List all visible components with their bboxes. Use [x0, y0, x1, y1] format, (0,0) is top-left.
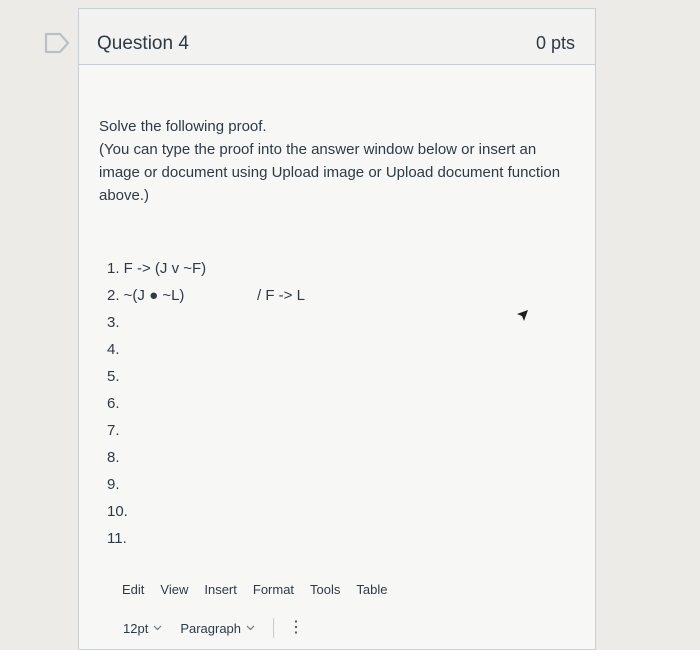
- proof-line-text: 5.: [107, 368, 120, 385]
- menu-item-edit[interactable]: Edit: [122, 582, 145, 597]
- font-size-dropdown[interactable]: [123, 621, 162, 636]
- menu-item-view[interactable]: View: [160, 582, 189, 597]
- chevron-down-icon: [246, 625, 255, 631]
- proof-line: [107, 363, 206, 390]
- flag-question-icon[interactable]: [44, 32, 70, 54]
- proof-line: [107, 525, 206, 552]
- proof-line-text: 11.: [107, 530, 127, 547]
- block-format-value: Paragraph: [180, 620, 242, 636]
- menu-item-insert[interactable]: Insert: [204, 582, 237, 597]
- proof-conclusion: / F -> L: [257, 287, 305, 304]
- question-body: [79, 65, 595, 649]
- proof-line: [107, 498, 206, 525]
- font-size-value: 12pt: [123, 620, 149, 636]
- proof-line-text: 3.: [107, 314, 120, 331]
- proof-line-text: 8.: [107, 449, 120, 466]
- question-title: Question 4: [97, 33, 189, 54]
- proof-line: [107, 390, 206, 417]
- mouse-cursor-icon: [515, 309, 529, 323]
- menu-item-table[interactable]: Table: [356, 582, 388, 597]
- menu-item-format[interactable]: Format: [252, 582, 295, 597]
- block-format-dropdown[interactable]: [180, 621, 255, 636]
- proof-line-text: 1. F -> (J v ~F): [107, 260, 207, 277]
- question-card: [78, 8, 596, 650]
- proof-line: [107, 282, 305, 309]
- instructions: [99, 115, 579, 207]
- proof-line-text: 10.: [107, 503, 128, 520]
- proof-line-text: 6.: [107, 395, 120, 412]
- chevron-down-icon: [153, 625, 162, 631]
- proof-line: [107, 471, 206, 498]
- instructions-line-1: Solve the following proof.: [99, 118, 267, 135]
- menu-item-tools[interactable]: Tools: [310, 582, 341, 597]
- proof-line: [107, 255, 206, 282]
- editor-menubar: [122, 582, 387, 597]
- proof-line: [107, 444, 206, 471]
- more-vertical-icon[interactable]: ⋮: [288, 619, 305, 636]
- proof-list: [107, 255, 305, 552]
- instructions-line-2: (You can type the proof into the answer window below or insert an image or document using Upload image or Upload document function above.): [99, 141, 561, 204]
- proof-line: [107, 309, 206, 336]
- proof-line: [107, 417, 206, 444]
- proof-line-text: 7.: [107, 422, 120, 439]
- proof-line-text: 4.: [107, 341, 120, 358]
- editor-toolbar: [123, 618, 304, 638]
- question-points: 0 pts: [535, 33, 575, 53]
- toolbar-divider: [273, 618, 274, 638]
- proof-line: [107, 336, 206, 363]
- question-header: [79, 9, 595, 65]
- proof-line-text: 9.: [107, 476, 120, 493]
- proof-line-text: 2. ~(J ● ~L): [107, 287, 185, 304]
